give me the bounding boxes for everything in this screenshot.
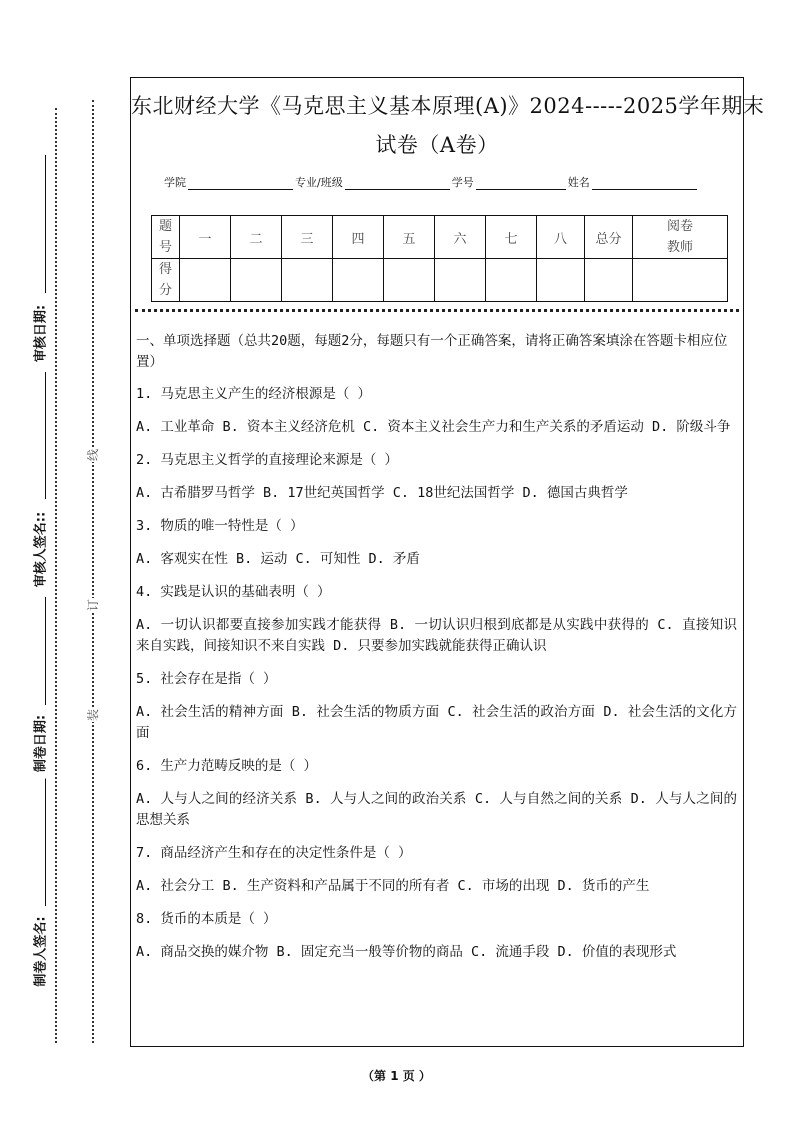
binding-dotted-line-outer — [55, 108, 57, 1043]
question-8-stem: 8. 货币的本质是（ ） — [136, 911, 277, 927]
question-section — [136, 331, 737, 975]
name-label: 姓名 — [567, 176, 590, 189]
question-6-stem: 6. 生产力范畴反映的是（ ） — [136, 758, 318, 774]
question-7-options: A. 社会分工 B. 生产资料和产品属于不同的所有者 C. 市场的出现 D. 货币的产生 — [136, 878, 650, 894]
binding-char-xian: 线 — [86, 449, 100, 462]
paper-maker-signature-label: 制卷人签名: — [30, 912, 49, 992]
score-cell-6[interactable] — [435, 259, 486, 302]
question-3-options: A. 客观实在性 B. 运动 C. 可知性 D. 矛盾 — [136, 551, 420, 567]
score-cell-1[interactable] — [180, 259, 231, 302]
exam-title-line2: 试卷（A卷） — [375, 133, 499, 157]
reviewer-signature-label: 审核人签名:: — [30, 505, 49, 595]
question-2-options: A. 古希腊罗马哲学 B. 17世纪英国哲学 C. 18世纪法国哲学 D. 德国古典哲学 — [136, 485, 628, 501]
question-2-stem: 2. 马克思主义哲学的直接理论来源是（ ） — [136, 452, 399, 468]
college-blank[interactable] — [188, 177, 293, 190]
question-1-options: A. 工业革命 B. 资本主义经济危机 C. 资本主义社会生产力和生产关系的矛盾运动 D. 阶级斗争 — [136, 419, 731, 435]
signature-line-4 — [45, 776, 46, 906]
score-cell-2[interactable] — [231, 259, 282, 302]
signature-line-3 — [45, 597, 46, 705]
col-head-8: 八 — [537, 216, 585, 259]
col-head-4: 四 — [333, 216, 384, 259]
question-4-options: A. 一切认识都要直接参加实践才能获得 B. 一切认识归根到底都是从实践中获得的 C. 直接知识来自实践，间接知识不来自实践 D. 只要参加实践就能获得正确认识 — [136, 617, 737, 654]
col-head-1: 一 — [180, 216, 231, 259]
score-cell-total[interactable] — [585, 259, 633, 302]
question-1-stem: 1. 马克思主义产生的经济根源是（ ） — [136, 386, 372, 402]
binding-dotted-line-inner — [92, 100, 94, 1043]
section-title: 一、单项选择题（总共20题，每题2分，每题只有一个正确答案，请将正确答案填涂在答题卡相应位置） — [136, 333, 728, 370]
paper-date-label: 制卷日期: — [30, 709, 49, 779]
score-cell-7[interactable] — [486, 259, 537, 302]
question-5-options: A. 社会生活的精神方面 B. 社会生活的物质方面 C. 社会生活的政治方面 D. 社会生活的文化方面 — [136, 704, 737, 741]
college-label: 学院 — [164, 176, 186, 189]
col-head-reviewer: 阅卷 教师 — [633, 216, 728, 259]
question-8-options: A. 商品交换的媒介物 B. 固定充当一般等价物的商品 C. 流通手段 D. 价值的表现形式 — [136, 944, 677, 960]
question-3-stem: 3. 物质的唯一特性是（ ） — [136, 518, 304, 534]
exam-title-line1: 东北财经大学《马克思主义基本原理(A)》2024-----2025学年期末 — [131, 94, 765, 118]
score-row — [152, 259, 728, 302]
binding-char-zhuang: 装 — [86, 709, 100, 722]
signature-line-1 — [45, 155, 46, 293]
score-cell-4[interactable] — [333, 259, 384, 302]
exam-frame — [130, 77, 765, 1047]
col-head-2: 二 — [231, 216, 282, 259]
score-row-head: 得 分 — [152, 259, 180, 302]
student-id-label: 学号 — [451, 176, 474, 189]
question-6-options: A. 人与人之间的经济关系 B. 人与人之间的政治关系 C. 人与自然之间的关系 D. 人与人之间的思想关系 — [136, 791, 737, 828]
page-number: （第 1 页 ） — [362, 1069, 431, 1083]
score-cell-reviewer[interactable] — [633, 259, 728, 302]
col-head-7: 七 — [486, 216, 537, 259]
major-class-blank[interactable] — [345, 177, 450, 190]
student-info-row — [164, 174, 699, 190]
name-blank[interactable] — [592, 177, 697, 190]
review-date-label: 审核日期: — [30, 299, 49, 369]
score-cell-8[interactable] — [537, 259, 585, 302]
question-7-stem: 7. 商品经济产生和存在的决定性条件是（ ） — [136, 845, 412, 861]
col-head-6: 六 — [435, 216, 486, 259]
question-5-stem: 5. 社会存在是指（ ） — [136, 671, 277, 687]
signature-line-2 — [45, 372, 46, 499]
score-table — [151, 215, 728, 302]
score-cell-5[interactable] — [384, 259, 435, 302]
question-number-row — [152, 216, 728, 259]
dotted-separator — [135, 309, 739, 312]
col-head-5: 五 — [384, 216, 435, 259]
question-number-head: 题 号 — [152, 216, 180, 259]
binding-char-ding: 订 — [86, 599, 100, 612]
score-cell-3[interactable] — [282, 259, 333, 302]
col-head-3: 三 — [282, 216, 333, 259]
col-head-total: 总分 — [585, 216, 633, 259]
major-class-label: 专业/班级 — [295, 176, 343, 189]
student-id-blank[interactable] — [476, 177, 566, 190]
question-4-stem: 4. 实践是认识的基础表明（ ） — [136, 584, 331, 600]
